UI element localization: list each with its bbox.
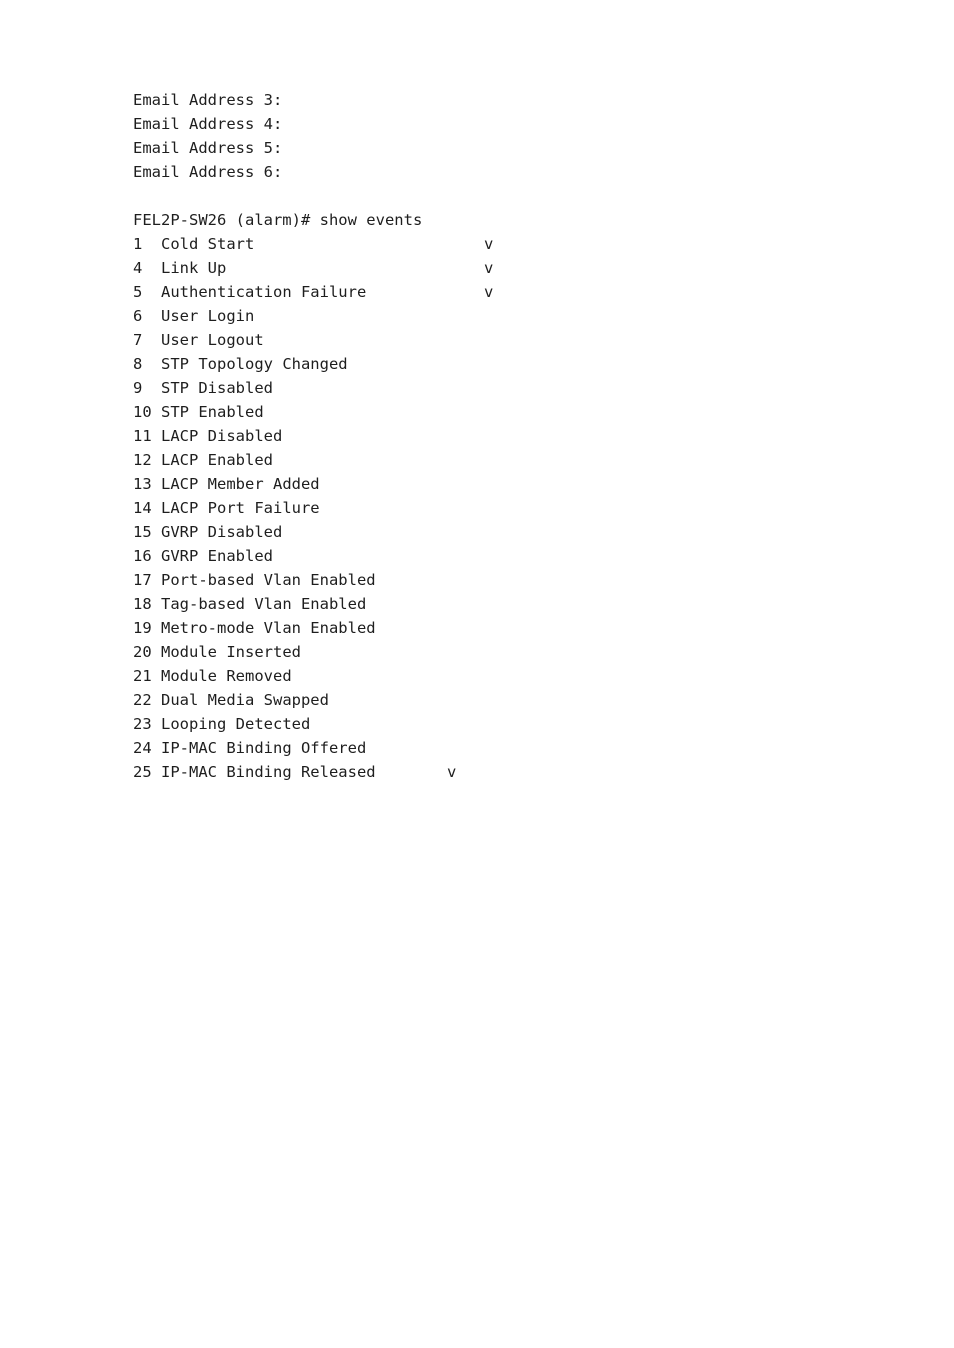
event-number: 18 — [133, 595, 152, 613]
email-address-line: Email Address 6: — [133, 163, 283, 181]
event-number: 8 — [133, 355, 143, 373]
event-number: 11 — [133, 427, 152, 445]
event-name: Module Inserted — [161, 643, 301, 661]
event-number: 22 — [133, 691, 152, 709]
event-name: STP Disabled — [161, 379, 273, 397]
event-row — [133, 520, 422, 544]
event-number: 20 — [133, 643, 152, 661]
event-row — [133, 736, 422, 760]
event-row — [133, 232, 494, 256]
event-row — [133, 496, 422, 520]
event-row — [133, 472, 422, 496]
event-number: 19 — [133, 619, 152, 637]
event-number: 9 — [133, 379, 143, 397]
event-number: 24 — [133, 739, 152, 757]
event-enabled-flag: v — [484, 283, 494, 301]
event-name: Dual Media Swapped — [161, 691, 329, 709]
event-row — [133, 592, 422, 616]
event-number: 17 — [133, 571, 152, 589]
event-enabled-flag: v — [484, 235, 494, 253]
event-row — [133, 760, 457, 784]
event-name: STP Enabled — [161, 403, 264, 421]
event-name: STP Topology Changed — [161, 355, 348, 373]
event-enabled-flag: v — [484, 259, 494, 277]
event-name: Metro-mode Vlan Enabled — [161, 619, 376, 637]
email-address-line: Email Address 4: — [133, 115, 283, 133]
event-number: 14 — [133, 499, 152, 517]
event-number: 21 — [133, 667, 152, 685]
event-number: 13 — [133, 475, 152, 493]
event-row — [133, 544, 422, 568]
cli-output — [133, 88, 494, 784]
event-row — [133, 256, 494, 280]
event-name: Port-based Vlan Enabled — [161, 571, 376, 589]
event-row — [133, 568, 422, 592]
event-number: 25 — [133, 763, 152, 781]
event-number: 1 — [133, 235, 143, 253]
event-enabled-flag: v — [447, 763, 457, 781]
event-row — [133, 424, 422, 448]
event-name: User Login — [161, 307, 255, 325]
event-row — [133, 616, 422, 640]
email-address-line: Email Address 5: — [133, 139, 283, 157]
event-number: 5 — [133, 283, 143, 301]
event-row — [133, 304, 422, 328]
event-number: 12 — [133, 451, 152, 469]
event-row — [133, 376, 422, 400]
event-row — [133, 328, 422, 352]
event-number: 23 — [133, 715, 152, 733]
event-name: Module Removed — [161, 667, 292, 685]
blank-line — [133, 184, 422, 208]
event-number: 15 — [133, 523, 152, 541]
event-name: Link Up — [161, 259, 227, 277]
event-name: IP-MAC Binding Offered — [161, 739, 367, 757]
event-number: 7 — [133, 331, 143, 349]
event-name: LACP Enabled — [161, 451, 273, 469]
event-name: User Logout — [161, 331, 264, 349]
command-prompt-line: FEL2P-SW26 (alarm)# show events — [133, 211, 423, 229]
event-row — [133, 448, 422, 472]
event-name: Cold Start — [161, 235, 255, 253]
email-address-line: Email Address 3: — [133, 91, 283, 109]
event-name: GVRP Enabled — [161, 547, 273, 565]
event-row — [133, 712, 422, 736]
event-name: Authentication Failure — [161, 283, 367, 301]
event-row — [133, 352, 422, 376]
event-row — [133, 400, 422, 424]
event-number: 4 — [133, 259, 143, 277]
event-number: 16 — [133, 547, 152, 565]
event-name: LACP Disabled — [161, 427, 283, 445]
event-name: Looping Detected — [161, 715, 311, 733]
event-name: LACP Member Added — [161, 475, 320, 493]
event-name: IP-MAC Binding Released — [161, 763, 376, 781]
event-row — [133, 664, 422, 688]
event-row — [133, 280, 494, 304]
event-name: Tag-based Vlan Enabled — [161, 595, 367, 613]
event-row — [133, 688, 422, 712]
event-number: 6 — [133, 307, 143, 325]
event-row — [133, 640, 422, 664]
event-number: 10 — [133, 403, 152, 421]
event-name: LACP Port Failure — [161, 499, 320, 517]
event-name: GVRP Disabled — [161, 523, 283, 541]
